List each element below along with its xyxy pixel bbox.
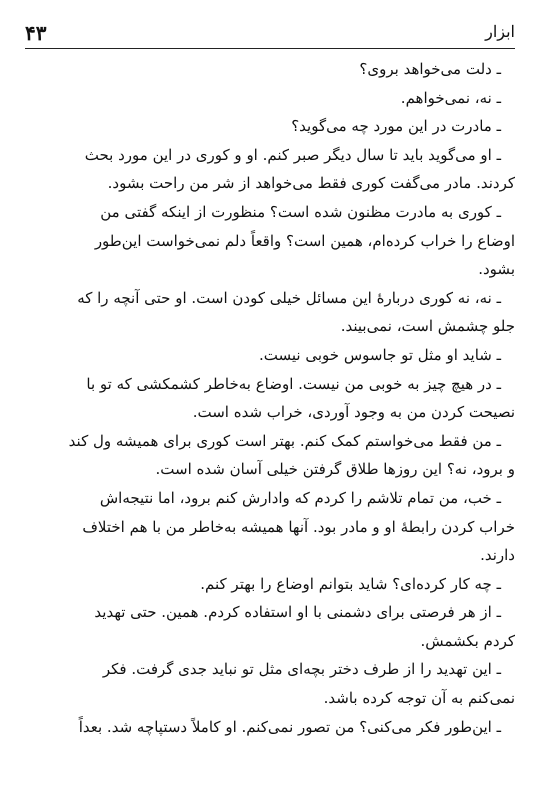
text-line: جلو چشمش است، نمی‌بیند. bbox=[340, 317, 515, 336]
text-line: ـ خب، من تمام تلاشم را کردم که وادارش کنم برود، اما نتیجه‌اش bbox=[99, 488, 501, 507]
text-line: و برود، نه؟ این روزها طلاق گرفتن خیلی آسان شده است. bbox=[155, 460, 515, 479]
text-line: نمی‌کنم به آن توجه کرده باشد. bbox=[323, 689, 515, 708]
page-body bbox=[28, 55, 515, 781]
text-line: ـ چه کار کرده‌ای؟ شاید بتوانم اوضاع را بهتر کنم. bbox=[200, 574, 501, 593]
text-line: خراب کردن رابطهٔ او و مادر بود. آنها همیشه به‌خاطر من با هم اختلاف bbox=[82, 517, 515, 536]
text-line: بشود. bbox=[478, 260, 515, 279]
text-line: نصیحت کردن من به وجود آوردی، خراب شده است. bbox=[192, 403, 515, 422]
text-line: دارند. bbox=[480, 546, 515, 565]
text-line: ـ مادرت در این مورد چه می‌گوید؟ bbox=[291, 117, 501, 136]
text-line: ـ دلت می‌خواهد بروی؟ bbox=[359, 60, 501, 78]
text-line: ـ این تهدید را از طرف دختر بچه‌ای مثل تو نباید جدی گرفت. فکر bbox=[102, 660, 501, 679]
text-line: ـ در هیچ چیز به خوبی من نیست. اوضاع به‌خاطر کشمکشی که تو با bbox=[86, 374, 501, 393]
page-header bbox=[25, 15, 515, 49]
text-line: ـ از هر فرصتی برای دشمنی با او استفاده کردم. همین. حتی تهدید bbox=[94, 603, 501, 622]
page-number: ۴۳ bbox=[25, 21, 47, 45]
text-line: اوضاع را خراب کرده‌ام، همین است؟ واقعاً دلم نمی‌خواست این‌طور bbox=[94, 231, 515, 250]
text-line: کردند. مادر می‌گفت کوری فقط می‌خواهد از شر من راحت بشود. bbox=[107, 174, 515, 193]
chapter-title: ابزار bbox=[485, 22, 515, 41]
text-line: ـ من فقط می‌خواستم کمک کنم. بهتر است کوری برای همیشه ول کند bbox=[68, 431, 501, 450]
text-line: ـ نه، نمی‌خواهم. bbox=[400, 88, 501, 107]
text-line: ـ کوری به مادرت مظنون شده است؟ منظورت از اینکه گفتی من bbox=[100, 202, 501, 221]
text-line: ـ نه، نه کوری دربارهٔ این مسائل خیلی کودن است. او حتی آنچه را که bbox=[77, 288, 501, 307]
text-line: کردم بکشمش. bbox=[420, 631, 515, 650]
text-line: ـ شاید او مثل تو جاسوس خوبی نیست. bbox=[259, 345, 501, 364]
text-line: ـ او می‌گوید باید تا سال دیگر صبر کنم. او و کوری در این مورد بحث bbox=[84, 145, 501, 164]
header-rule bbox=[25, 48, 515, 49]
text-line: ـ این‌طور فکر می‌کنی؟ من تصور نمی‌کنم. او کاملاً دستپاچه شد. بعداً bbox=[78, 717, 501, 736]
